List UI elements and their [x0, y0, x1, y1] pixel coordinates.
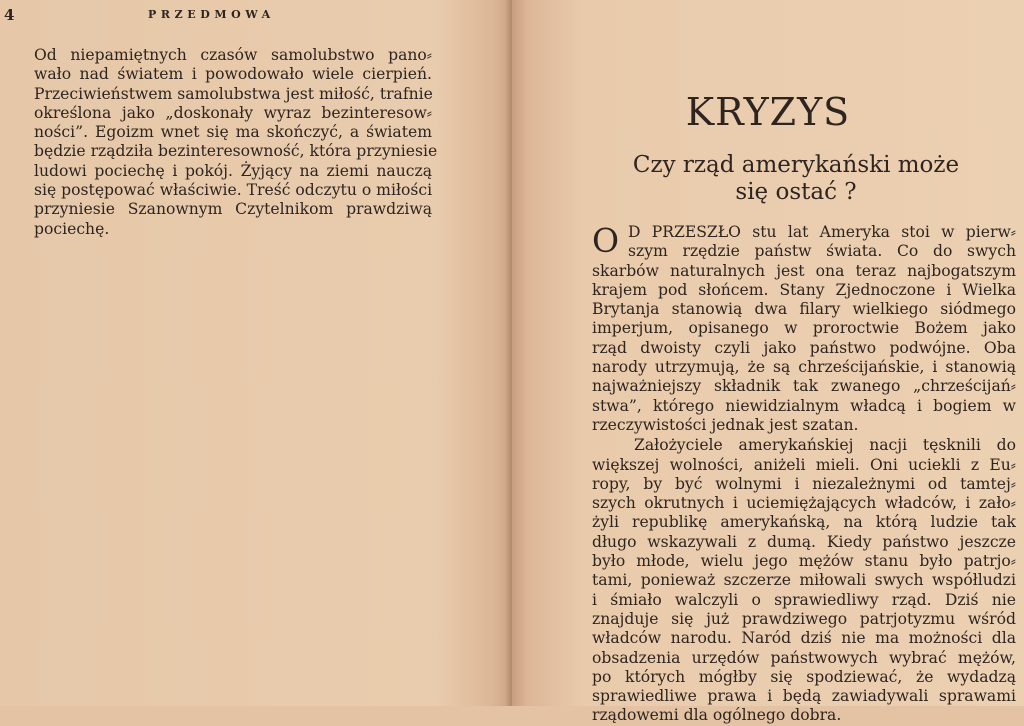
text-line: skarbów naturalnych jest ona teraz najbogatszym [592, 261, 1016, 280]
text-line: sprawiedliwe prawa i będą zawiadywali sprawami [592, 687, 1016, 706]
text-line: pociechę. [34, 219, 110, 238]
text-line: D PRZESZŁO stu lat Ameryka stoi w pierw⸗ [628, 223, 1016, 241]
text-line: Brytanja stanowią dwa filary wielkiego siódmego [592, 300, 1016, 319]
text-line: wało nad światem i powodowało wiele cierpień. [34, 65, 432, 84]
text-line: Założyciele amerykańskiej nacji tęsknili do [634, 436, 1016, 455]
text-line: krajem pod słońcem. Stany Zjednoczone i Wielka [592, 280, 1016, 299]
text-line: rządowemi dla ogólnego dobra. [592, 706, 842, 725]
text-line: żyli republikę amerykańską, na którą ludzie tak [592, 513, 1016, 532]
text-line: władców narodu. Naród dziś nie ma możności dla [592, 629, 1016, 648]
text-line: się postępować właściwie. Treść odczytu o miłości [34, 181, 433, 200]
text-line: określona jako „doskonały wyraz bezinteresow⸗ [34, 103, 432, 122]
text-line: szych okrutnych i uciemiężających władców, i zało⸗ [592, 494, 1016, 513]
paragraph [592, 223, 1016, 435]
text-line: szym rzędzie państw świata. Co do swych [628, 242, 1016, 261]
chapter-subtitle [612, 152, 980, 206]
text-line: było młode, wielu jego mężów stanu było patrjo⸗ [592, 552, 1016, 571]
running-head: PRZEDMOWA [148, 8, 275, 21]
text-line: będzie rządziła bezinteresowność, która przyniesie [34, 142, 438, 161]
text-line: stwa”, którego niewidzialnym władcą i bogiem w [592, 396, 1016, 415]
text-line: rzeczywistości jednak jest szatan. [592, 415, 859, 434]
text-line: Przeciwieństwem samolubstwa jest miłość, trafnie [34, 84, 433, 103]
subtitle-line: Czy rząd amerykański może [632, 152, 960, 178]
left-page-header [4, 6, 512, 32]
text-line: obsadzenia urzędów państwowych wybrać mężów, [592, 648, 1016, 667]
chapter-title: KRYZYS [685, 90, 851, 134]
text-line: Od niepamiętnych czasów samolubstwo pano⸗ [34, 46, 432, 64]
preface-text [34, 46, 438, 239]
text-line: ludowi pociechę i pokój. Żyjący na ziemi nauczą [34, 161, 432, 180]
chapter-body [592, 223, 1016, 726]
subtitle-line: się ostać ? [735, 179, 857, 205]
text-line: większej wolności, aniżeli mieli. Oni uciekli z Eu⸗ [592, 455, 1016, 474]
text-line: imperjum, opisanego w proroctwie Bożem jako [592, 319, 1016, 338]
text-line: narody utrzymują, że są chrześcijańskie, i stanowią [592, 358, 1016, 377]
drop-cap: O [592, 221, 620, 260]
right-page [512, 0, 1024, 725]
left-page [0, 0, 512, 706]
page-number: 4 [4, 6, 15, 24]
text-line: po których mógłby się spodziewać, że wydadzą [592, 667, 1016, 686]
text-line: ropy, by być wolnymi i niezależnymi od tamtej⸗ [592, 474, 1016, 493]
text-line: tami, ponieważ szczerze miłowali swych współludzi [592, 571, 1016, 590]
text-line: ności”. Egoizm wnet się ma skończyć, a światem [34, 123, 432, 142]
text-line: długo wskazywali z dumą. Kiedy państwo jeszcze [592, 532, 1016, 551]
text-line: i śmiało walczyli o sprawiedliwy rząd. Dziś nie [592, 590, 1016, 609]
text-line: rząd dwoisty czyli jako państwo podwójne. Oba [592, 338, 1016, 357]
text-line: najważniejszy składnik tak zwanego „chrześcijań⸗ [592, 377, 1016, 396]
paragraph [592, 436, 1016, 725]
text-line: znajduje się już prawdziwego patrjotyzmu wśród [592, 609, 1016, 628]
text-line: przyniesie Szanownym Czytelnikom prawdziwą [34, 200, 432, 219]
